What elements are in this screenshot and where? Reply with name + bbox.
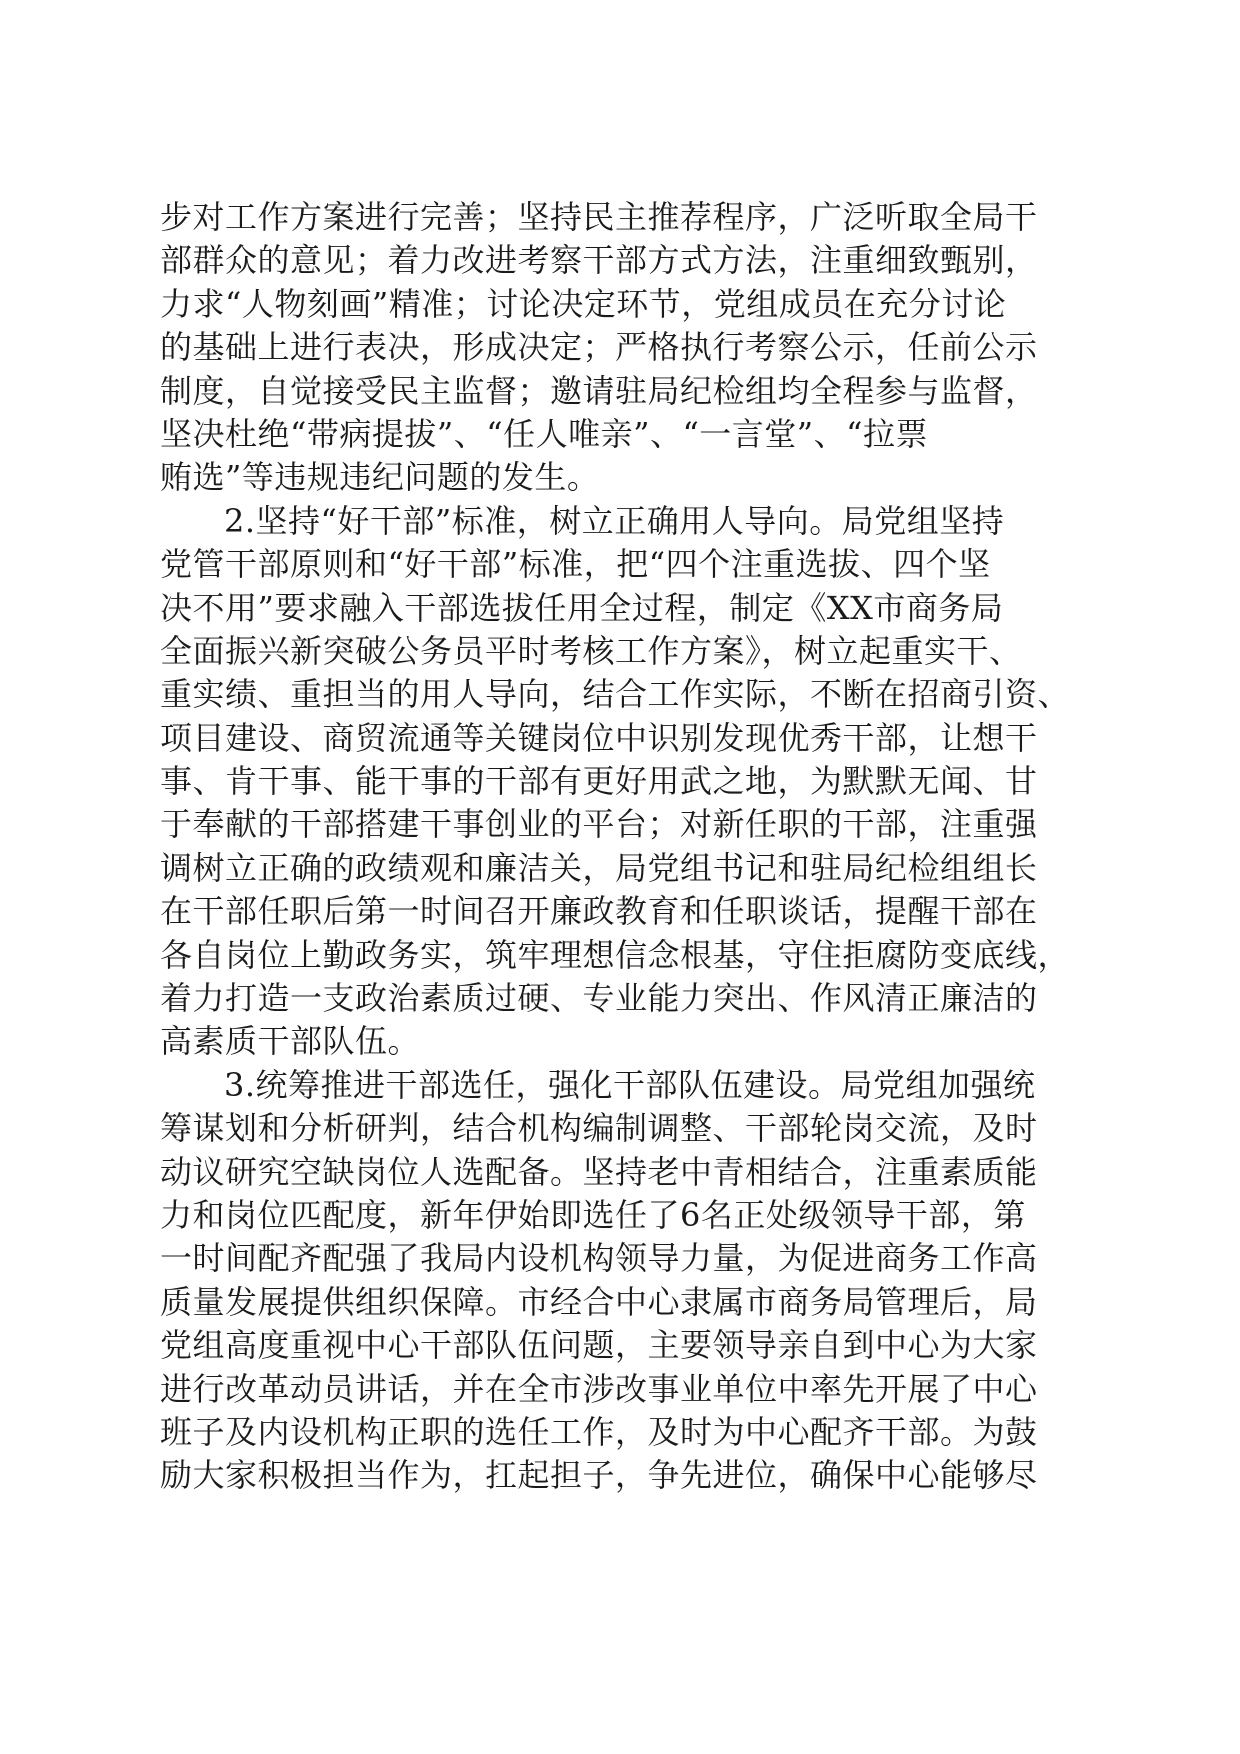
text-line: 于奉献的干部搭建干事创业的平台；对新任职的干部，注重强 [160,805,1038,844]
text-line: 贿选”等违规违纪问题的发生。 [160,458,600,497]
text-line: 在干部任职后第一时间召开廉政教育和任职谈话，提醒干部在 [160,892,1038,931]
text-line: 党组高度重视中心干部队伍问题，主要领导亲自到中心为大家 [160,1326,1038,1365]
text-line: 调树立正确的政绩观和廉洁关，局党组书记和驻局纪检组组长 [160,848,1038,887]
text-line: 动议研究空缺岗位人选配备。坚持老中青相结合，注重素质能 [160,1152,1038,1191]
text-line: 力和岗位匹配度，新年伊始即选任了6名正处级领导干部，第 [160,1195,1026,1234]
text-line: 全面振兴新突破公务员平时考核工作方案》，树立起重实干、 [160,631,1022,670]
paragraph-heading-line: 2.坚持“好干部”标准，树立正确用人导向。局党组坚持 [224,501,1005,540]
body-text [160,196,1080,1498]
text-line: 励大家积极担当作为，扛起担子，争先进位，确保中心能够尽 [160,1456,1038,1495]
text-line: 的基础上进行表决，形成决定；严格执行考察公示，任前公示 [160,328,1038,367]
text-line: 党管干部原则和“好干部”标准，把“四个注重选拔、四个坚 [160,545,991,584]
text-line: 决不用”要求融入干部选拔任用全过程，制定《XX市商务局 [160,588,1004,627]
text-line: 制度，自觉接受民主监督；邀请驻局纪检组均全程参与监督， [160,371,1038,410]
text-line: 步对工作方案进行完善；坚持民主推荐程序，广泛听取全局干 [160,198,1038,236]
text-line: 质量发展提供组织保障。市经合中心隶属市商务局管理后，局 [160,1282,1038,1321]
text-line: 一时间配齐配强了我局内设机构领导力量，为促进商务工作高 [160,1239,1038,1278]
text-line: 事、肯干事、能干事的干部有更好用武之地，为默默无闻、甘 [160,762,1038,801]
text-line: 着力打造一支政治素质过硬、专业能力突出、作风清正廉洁的 [160,979,1038,1018]
text-line: 班子及内设机构正职的选任工作，及时为中心配齐干部。为鼓 [160,1412,1038,1451]
text-line: 高素质干部队伍。 [160,1022,421,1061]
text-line: 部群众的意见；着力改进考察干部方式方法，注重细致甄别， [160,241,1038,280]
text-line: 力求“人物刻画”精准；讨论决定环节，党组成员在充分讨论 [160,284,1007,323]
text-line: 重实绩、重担当的用人导向，结合工作实际，不断在招商引资、 [160,675,1071,714]
text-line: 各自岗位上勤政务实，筑牢理想信念根基，守住拒腐防变底线， [160,935,1071,974]
text-line: 进行改革动员讲话，并在全市涉改事业单位中率先开展了中心 [160,1369,1038,1408]
text-line: 坚决杜绝“带病提拔”、“任人唯亲”、“一言堂”、“拉票 [160,414,929,453]
text-line: 筹谋划和分析研判，结合机构编制调整、干部轮岗交流，及时 [160,1109,1038,1148]
text-line: 项目建设、商贸流通等关键岗位中识别发现优秀干部，让想干 [160,718,1038,757]
paragraph-heading-line: 3.统筹推进干部选任，强化干部队伍建设。局党组加强统 [224,1065,1036,1104]
